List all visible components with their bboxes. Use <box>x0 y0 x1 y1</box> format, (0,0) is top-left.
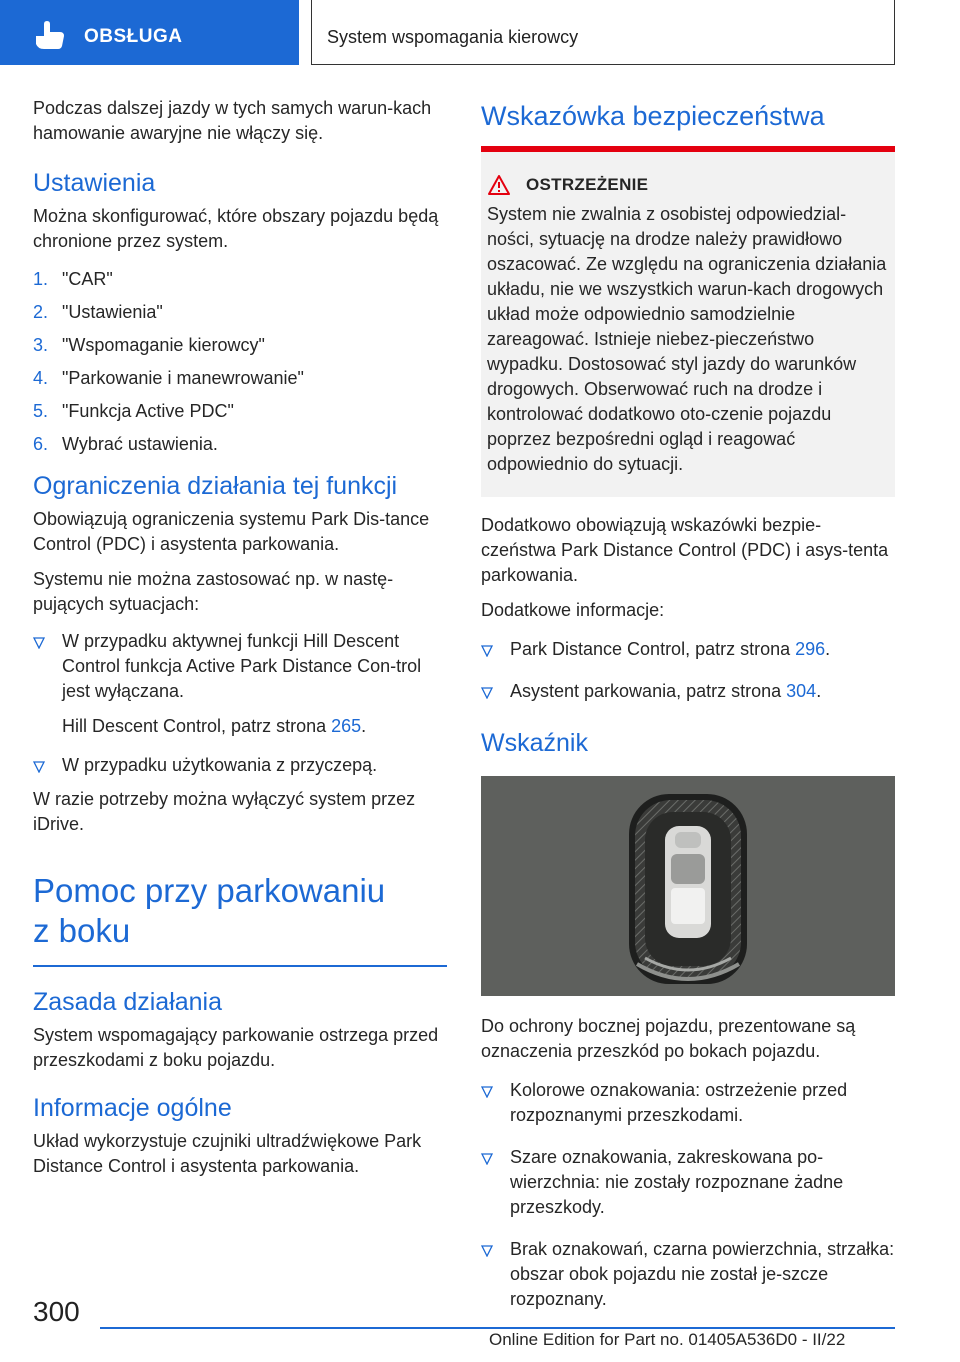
main-heading: Pomoc przy parkowaniu z boku <box>33 872 386 949</box>
list-item: W przypadku aktywnej funkcji Hill Descent Control funkcja Active Park Distance Con-trol jest wyłączana. Hill Descent Control, patrz strona 265. <box>33 629 447 739</box>
indicator-list <box>481 1078 895 1312</box>
limits-heading: Ograniczenia działania tej funkcji <box>33 472 398 500</box>
heading-rule <box>33 965 447 967</box>
warning-box <box>481 146 895 497</box>
safety-heading: Wskazówka bezpieczeństwa <box>481 101 825 131</box>
general-heading: Informacje ogólne <box>33 1094 232 1122</box>
indicator-paragraph: Do ochrony bocznej pojazdu, prezentowane są oznaczenia przeszkód po bokach pojazdu. <box>481 1016 856 1061</box>
limits-paragraph-1: Obowiązują ograniczenia systemu Park Dis-tance Control (PDC) i asystenta parkowania. <box>33 509 430 554</box>
page-link-265[interactable]: 265 <box>331 716 362 736</box>
list-item: Szare oznakowania, zakreskowana po-wierzchnia: nie zostały rozpoznane żadne przeszkody. <box>481 1145 895 1220</box>
page-number: 300 <box>33 1296 80 1327</box>
disable-paragraph: W razie potrzeby można wyłączyć system przez iDrive. <box>33 789 416 834</box>
list-item: 6. Wybrać ustawienia. <box>33 434 218 454</box>
limits-list <box>33 629 447 778</box>
hand-pointer-icon <box>32 20 66 50</box>
list-item: Park Distance Control, patrz strona 296. <box>481 637 895 662</box>
triangle-bullet-icon <box>481 645 493 657</box>
footer-rule <box>100 1327 895 1329</box>
list-item: 3. "Wspomaganie kierowcy" <box>33 335 265 355</box>
page-link-296[interactable]: 296 <box>795 639 826 659</box>
list-item: Brak oznakowań, czarna powierzchnia, strzałka: obszar obok pojazdu nie został je-szcze rozpoznany. <box>481 1237 895 1312</box>
section-tab <box>0 0 299 65</box>
triangle-bullet-icon <box>481 687 493 699</box>
more-info-label: Dodatkowe informacje: <box>481 600 665 620</box>
limits-paragraph-2: Systemu nie można zastosować np. w nastę-pujących sytuacjach: <box>33 569 394 614</box>
settings-paragraph: Można skonfigurować, które obszary pojazdu będą chronione przez system. <box>33 206 439 251</box>
general-paragraph: Układ wykorzystuje czujniki ultradźwiękowe Park Distance Control i asystenta parkowania. <box>33 1131 422 1176</box>
triangle-bullet-icon <box>481 1086 493 1098</box>
page-link-304[interactable]: 304 <box>786 681 817 701</box>
right-column <box>481 96 895 1321</box>
edition-text: Online Edition for Part no. 01405A536D0 - II/22 <box>489 1330 846 1349</box>
list-item: 1. "CAR" <box>33 269 113 289</box>
parking-indicator-image <box>481 776 895 996</box>
list-item: Asystent parkowania, patrz strona 304. <box>481 679 895 704</box>
triangle-bullet-icon <box>481 1153 493 1165</box>
warning-text: System nie zwalnia z osobistej odpowiedzial-ności, sytuację na drodze należy prawidłowo oszacować. Ze względu na ograniczenia działania układu, nie we wszystkich warun-kach drogowych układ może odpowiednio samodzielnie zareagować. Istnieje niebez-pieczeństwo wypadku. Dostosować styl jazdy do warunków drogowych. Obserwować ruch na drodze i kontrolować dodatkowo oto-czenie pojazdu poprzez bezpośredni ogląd i reagować odpowiednio do sytuacji. <box>487 204 887 474</box>
chapter-title-box <box>311 0 895 65</box>
principle-paragraph: System wspomagający parkowanie ostrzega przed przeszkodami z boku pojazdu. <box>33 1025 439 1070</box>
triangle-bullet-icon <box>33 761 45 773</box>
list-item: 5. "Funkcja Active PDC" <box>33 401 234 421</box>
list-item: 4. "Parkowanie i manewrowanie" <box>33 368 304 388</box>
section-label: OBSŁUGA <box>84 26 183 47</box>
refs-list <box>481 637 895 704</box>
intro-paragraph: Podczas dalszej jazdy w tych samych warun-kach hamowanie awaryjne nie włączy się. <box>33 98 432 143</box>
triangle-bullet-icon <box>481 1245 493 1257</box>
list-item: W przypadku użytkowania z przyczepą. <box>33 753 447 778</box>
principle-heading: Zasada działania <box>33 988 223 1016</box>
warning-triangle-icon <box>487 174 511 196</box>
car-side-view-graphic <box>481 776 895 996</box>
list-item: 2. "Ustawienia" <box>33 302 163 322</box>
triangle-bullet-icon <box>33 637 45 649</box>
left-column <box>33 96 447 1189</box>
list-item: Kolorowe oznakowania: ostrzeżenie przed rozpoznanymi przeszkodami. <box>481 1078 895 1128</box>
indicator-heading: Wskaźnik <box>481 729 588 757</box>
settings-steps <box>33 267 447 457</box>
extra-paragraph: Dodatkowo obowiązują wskazówki bezpie-czeństwa Park Distance Control (PDC) i asys-tenta parkowania. <box>481 515 889 585</box>
settings-heading: Ustawienia <box>33 169 156 197</box>
chapter-title: System wspomagania kierowcy <box>327 27 579 47</box>
warning-title: OSTRZEŻENIE <box>526 175 649 194</box>
